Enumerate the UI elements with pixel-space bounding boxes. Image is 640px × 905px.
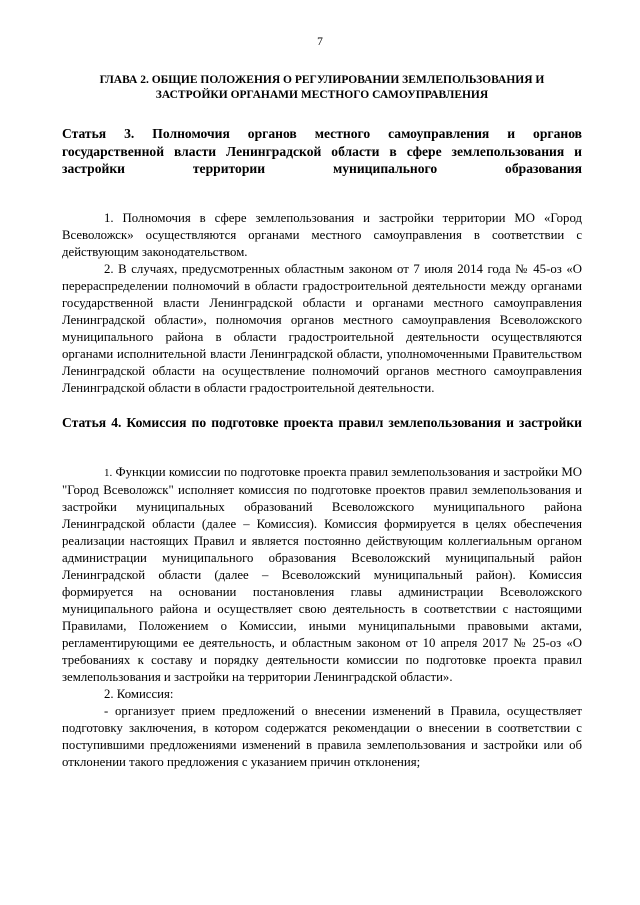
- document-body: [62, 125, 582, 771]
- chapter-title: [62, 73, 582, 103]
- article-3-title: Статья 3. Полномочия органов местного самоуправления и органов государственной власти Ленинградской области в сфере землепользования и застройки территории муниципального образования: [62, 126, 582, 176]
- chapter-title-line-2: ЗАСТРОЙКИ ОРГАНАМИ МЕСТНОГО САМОУПРАВЛЕНИЯ: [155, 89, 489, 101]
- article-4-title: Статья 4. Комиссия по подготовке проекта правил землепользования и застройки: [62, 415, 582, 430]
- spacer: [62, 195, 582, 210]
- spacer: [62, 449, 582, 464]
- spacer: [62, 397, 582, 414]
- page-number: 7: [317, 36, 323, 48]
- article-3-paragraph-1: 1. Полномочия в сфере землепользования и застройки территории МО «Город Всеволожск» осуществляются органами местного самоуправления в соответствии с действующим законодательством.: [62, 211, 582, 259]
- article-4-paragraph-1: [62, 464, 582, 686]
- article-4-paragraph-2: 2. Комиссия:: [104, 687, 174, 701]
- article-4-paragraph-1-text: Функции комиссии по подготовке проекта правил землепользования и застройки МО "Город Всеволожск" исполняет комиссия по подготовке проектов правил землепользования и застройки муниципальных образований Всеволожского муниципального района Ленинградской области (далее – Комиссия). Комиссия формируется в целях обеспечения реализации настоящих Правил и является постоянно действующим коллегиальным органом администрации муниципального образования Всеволожский муниципальный район Ленинградской области (далее – Всеволожский муниципальный район). Комиссия формируется на основании постановления главы администрации Всеволожского муниципального района и осуществляет свою деятельность в соответствии с настоящими Правилами, Положением о Комиссии, иными муниципальными правовыми актами, регламентирующими ее деятельность, и областным законом от 10 апреля 2017 № 25-оз «О требованиях к составу и порядку деятельности комиссии по подготовке проекта правил землепользования и застройки на территории Ленинградской области».: [62, 465, 582, 684]
- article-4-paragraph-3: - организует прием предложений о внесении изменений в Правила, осуществляет подготовку заключения, в котором содержатся рекомендации о внесении в соответствии с поступившими предложениями изменений в правила землепользования и застройки или об отклонении такого предложения с указанием причин отклонения;: [62, 704, 582, 769]
- article-4-paragraph-1-number: 1.: [104, 467, 113, 479]
- chapter-title-line-1: ГЛАВА 2. ОБЩИЕ ПОЛОЖЕНИЯ О РЕГУЛИРОВАНИИ ЗЕМЛЕПОЛЬЗОВАНИЯ И: [99, 74, 545, 86]
- article-3-paragraph-2: 2. В случаях, предусмотренных областным законом от 7 июля 2014 года № 45-оз «О перераспределении полномочий в области градостроительной деятельности между органами государственной власти Ленинградской области и органами местного самоуправления Ленинградской области», полномочия органов местного самоуправления Всеволожского муниципального района в области градостроительной деятельности осуществляются органами исполнительной власти Ленинградской области, уполномоченными Правительством Ленинградской области на осуществление полномочий органов местного самоуправления Ленинградской области в области градостроительной деятельности.: [62, 262, 582, 395]
